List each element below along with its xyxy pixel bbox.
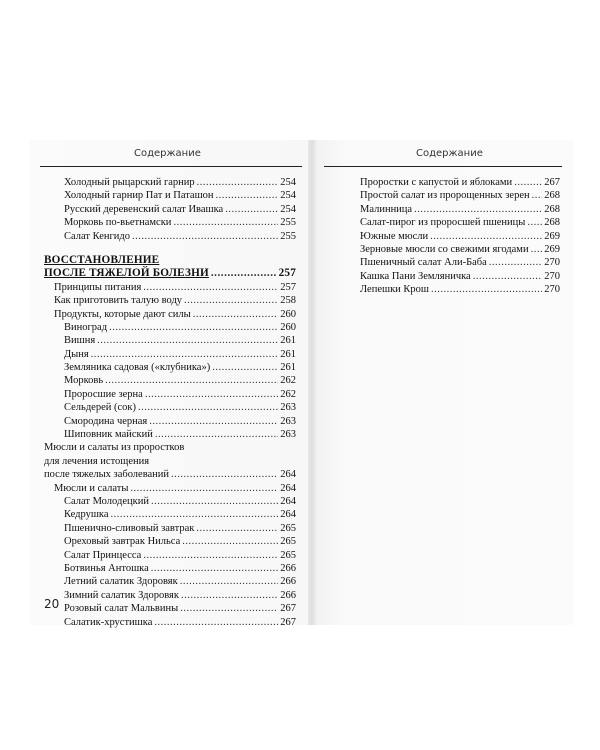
- left-page: [30, 140, 308, 628]
- dot-leader: [181, 589, 278, 602]
- toc-entry: [360, 189, 560, 202]
- toc-entry-page: 269: [544, 243, 560, 255]
- toc-entry-title: Салатик-хрустишка: [64, 616, 153, 628]
- toc-section-heading: [44, 254, 296, 267]
- toc-entry-title: после тяжелых заболеваний: [44, 469, 170, 481]
- toc-entry: [44, 374, 296, 387]
- toc-entry-title: Ботвинья Антошка: [64, 562, 149, 574]
- toc-entry: [44, 495, 296, 508]
- page-number: 20: [44, 597, 60, 611]
- toc-entry-page: 254: [280, 177, 296, 188]
- dot-leader: [155, 428, 278, 441]
- toc-entry-title: Мюсли и салаты из проростков: [44, 442, 185, 454]
- dot-leader: [173, 216, 278, 229]
- toc-entry-title: Пшеничный салат Али-Баба: [360, 257, 487, 269]
- dot-leader: [527, 216, 542, 229]
- toc-entry-title: Шиповник майский: [64, 429, 153, 441]
- dot-leader: [212, 361, 278, 374]
- toc-entry-page: 264: [280, 469, 296, 481]
- toc-entry-page: 255: [280, 230, 296, 242]
- dot-leader: [414, 203, 542, 216]
- dot-leader: [430, 230, 542, 243]
- toc-list-left: [44, 176, 296, 629]
- dot-leader: [180, 602, 278, 615]
- dot-leader: [97, 334, 278, 347]
- dot-leader: [196, 522, 278, 535]
- dot-leader: [193, 308, 279, 321]
- toc-entry-page: 261: [280, 362, 296, 374]
- dot-leader: [132, 230, 278, 243]
- toc-section-heading: [44, 267, 296, 280]
- toc-entry-title: Салат-пирог из проросшей пшеницы: [360, 217, 526, 229]
- toc-entry-title: Ореховый завтрак Нильса: [64, 536, 181, 548]
- toc-entry: [44, 415, 296, 428]
- toc-entry-title: Принципы питания: [54, 281, 142, 293]
- toc-entry-page: 255: [280, 217, 296, 229]
- dot-leader: [105, 374, 278, 387]
- toc-entry-page: 261: [280, 335, 296, 347]
- toc-entry: [44, 562, 296, 575]
- toc-entry-title: Проростки с капустой и яблоками: [360, 177, 513, 188]
- toc-entry-title: Лепешки Крош: [360, 284, 430, 296]
- toc-entry-page: 258: [280, 295, 296, 307]
- toc-entry-title: Земляника садовая («клубника»): [64, 362, 211, 374]
- toc-entry-page: 268: [544, 217, 560, 229]
- dot-leader: [431, 283, 542, 296]
- toc-entry-title: Дыня: [64, 348, 89, 360]
- toc-entry: [44, 189, 296, 202]
- dot-leader: [225, 203, 278, 216]
- header-rule-left: [40, 166, 302, 167]
- toc-entry-page: 266: [280, 589, 296, 601]
- toc-entry-title: Сельдерей (сок): [64, 402, 136, 414]
- dot-leader: [171, 468, 278, 481]
- toc-entry-title: Как приготовить талую воду: [54, 295, 183, 307]
- toc-entry-page: 261: [280, 348, 296, 360]
- toc-entry-page: 264: [280, 509, 296, 521]
- toc-entry-page: 270: [544, 270, 560, 282]
- toc-entry-page: 267: [280, 616, 296, 628]
- toc-entry: [360, 283, 560, 296]
- dot-leader: [111, 508, 279, 521]
- toc-entry: [44, 176, 296, 189]
- toc-entry-title: Кедрушка: [64, 509, 109, 521]
- toc-entry-page: 263: [280, 402, 296, 414]
- dot-leader: [143, 549, 278, 562]
- toc-entry-title: Южные мюсли: [360, 230, 429, 242]
- toc-entry-title: Холодный рыцарский гарнир: [64, 177, 195, 188]
- toc-entry: [360, 216, 560, 229]
- toc-entry-page: 254: [280, 190, 296, 202]
- toc-entry-title: Пшенично-сливовый завтрак: [64, 522, 195, 534]
- toc-entry: [360, 270, 560, 283]
- dot-leader: [514, 176, 542, 189]
- toc-entry-title: Русский деревенский салат Ивашка: [64, 203, 224, 215]
- toc-entry: [44, 428, 296, 441]
- toc-entry-title: Кашка Пани Земляничка: [360, 270, 471, 282]
- toc-entry-page: 265: [280, 522, 296, 534]
- toc-entry: [44, 388, 296, 401]
- toc-entry-page: 265: [280, 536, 296, 548]
- dot-leader: [154, 616, 278, 629]
- toc-entry: [44, 401, 296, 414]
- toc-entry-title: ПОСЛЕ ТЯЖЕЛОЙ БОЛЕЗНИ: [44, 267, 209, 280]
- toc-entry-title: Простой салат из пророщенных зерен: [360, 190, 530, 202]
- dot-leader: [138, 401, 278, 414]
- toc-entry: [44, 589, 296, 602]
- toc-entry: [44, 535, 296, 548]
- dot-leader: [91, 348, 279, 361]
- dot-leader: [184, 294, 278, 307]
- running-head-left: Содержание: [134, 148, 201, 159]
- dot-leader: [130, 482, 278, 495]
- toc-entry-title: Салат Молодецкий: [64, 495, 149, 507]
- toc-entry-page: 260: [280, 321, 296, 333]
- toc-entry-title: Виноград: [64, 321, 108, 333]
- toc-entry: [44, 230, 296, 243]
- toc-entry-page: 267: [280, 603, 296, 615]
- toc-entry-page: 266: [280, 562, 296, 574]
- toc-entry-title: Летний салатик Здоровяк: [64, 576, 178, 588]
- toc-entry-title: Вишня: [64, 335, 96, 347]
- toc-entry: [44, 308, 296, 321]
- dot-leader: [149, 415, 278, 428]
- toc-entry-title: Морковь: [64, 375, 104, 387]
- toc-entry: [44, 203, 296, 216]
- toc-entry-title: Малинница: [360, 203, 413, 215]
- toc-entry-page: 267: [544, 177, 560, 188]
- dot-leader: [216, 189, 279, 202]
- toc-entry-title: Холодный гарнир Пат и Паташон: [64, 190, 214, 202]
- toc-entry-title: Смородина черная: [64, 415, 148, 427]
- toc-entry: [44, 441, 296, 454]
- toc-entry-page: 257: [280, 281, 296, 293]
- toc-entry-page: 254: [280, 203, 296, 215]
- right-page: [316, 140, 574, 625]
- toc-entry-title: для лечения истощения: [44, 455, 150, 467]
- toc-entry: [44, 522, 296, 535]
- running-head-right: Содержание: [416, 148, 483, 159]
- toc-entry-page: 263: [280, 415, 296, 427]
- dot-leader: [151, 495, 278, 508]
- toc-entry-page: 262: [280, 375, 296, 387]
- dot-leader: [109, 321, 278, 334]
- toc-entry: [44, 281, 296, 294]
- toc-entry-page: 265: [280, 549, 296, 561]
- toc-spacer: [44, 243, 296, 254]
- toc-entry: [360, 176, 560, 189]
- toc-entry: [44, 508, 296, 521]
- toc-entry-title: Салат Кенгидо: [64, 230, 130, 242]
- toc-entry-title: Зерновые мюсли со свежими ягодами: [360, 243, 529, 255]
- toc-entry: [44, 348, 296, 361]
- toc-entry-title: ВОССТАНОВЛЕНИЕ: [44, 253, 160, 266]
- header-rule-right: [324, 166, 562, 167]
- dot-leader: [143, 281, 278, 294]
- toc-entry-page: 266: [280, 576, 296, 588]
- toc-entry-page: 270: [544, 257, 560, 269]
- toc-entry: [360, 203, 560, 216]
- toc-entry: [44, 216, 296, 229]
- book-gutter: [308, 140, 316, 625]
- toc-entry: [44, 468, 296, 481]
- toc-entry-page: 264: [280, 482, 296, 494]
- toc-entry-page: 260: [280, 308, 296, 320]
- toc-entry-page: 270: [544, 284, 560, 296]
- toc-entry-page: 262: [280, 388, 296, 400]
- book-spread: [30, 140, 574, 628]
- dot-leader: [211, 267, 277, 280]
- toc-entry: [44, 334, 296, 347]
- dot-leader: [145, 388, 278, 401]
- toc-entry: [44, 575, 296, 588]
- toc-entry-title: Морковь по-вьетнамски: [64, 217, 172, 229]
- toc-entry: [44, 549, 296, 562]
- dot-leader: [489, 256, 542, 269]
- dot-leader: [473, 270, 543, 283]
- dot-leader: [197, 176, 279, 189]
- toc-entry-title: Салат Принцесса: [64, 549, 142, 561]
- toc-entry-page: 263: [280, 429, 296, 441]
- toc-entry-title: Зимний салатик Здоровяк: [64, 589, 179, 601]
- toc-entry-page: 268: [544, 203, 560, 215]
- toc-entry: [44, 294, 296, 307]
- toc-list-right: [360, 176, 560, 297]
- dot-leader: [532, 189, 543, 202]
- toc-entry: [44, 361, 296, 374]
- toc-entry: [44, 321, 296, 334]
- toc-entry: [44, 616, 296, 629]
- toc-entry: [360, 230, 560, 243]
- toc-entry-page: 268: [544, 190, 560, 202]
- toc-entry-title: Проросшие зерна: [64, 388, 143, 400]
- toc-entry: [360, 256, 560, 269]
- toc-entry-title: Продукты, которые дают силы: [54, 308, 191, 320]
- toc-entry-page: 257: [278, 267, 296, 280]
- toc-entry-page: 264: [280, 495, 296, 507]
- toc-entry-title: Мюсли и салаты: [54, 482, 129, 494]
- toc-entry: [44, 602, 296, 615]
- dot-leader: [531, 243, 543, 256]
- dot-leader: [182, 535, 278, 548]
- dot-leader: [180, 575, 279, 588]
- toc-entry: [44, 482, 296, 495]
- toc-entry: [44, 455, 296, 468]
- dot-leader: [151, 562, 278, 575]
- toc-entry-title: Розовый салат Мальвины: [64, 603, 179, 615]
- toc-entry: [360, 243, 560, 256]
- toc-entry-page: 269: [544, 230, 560, 242]
